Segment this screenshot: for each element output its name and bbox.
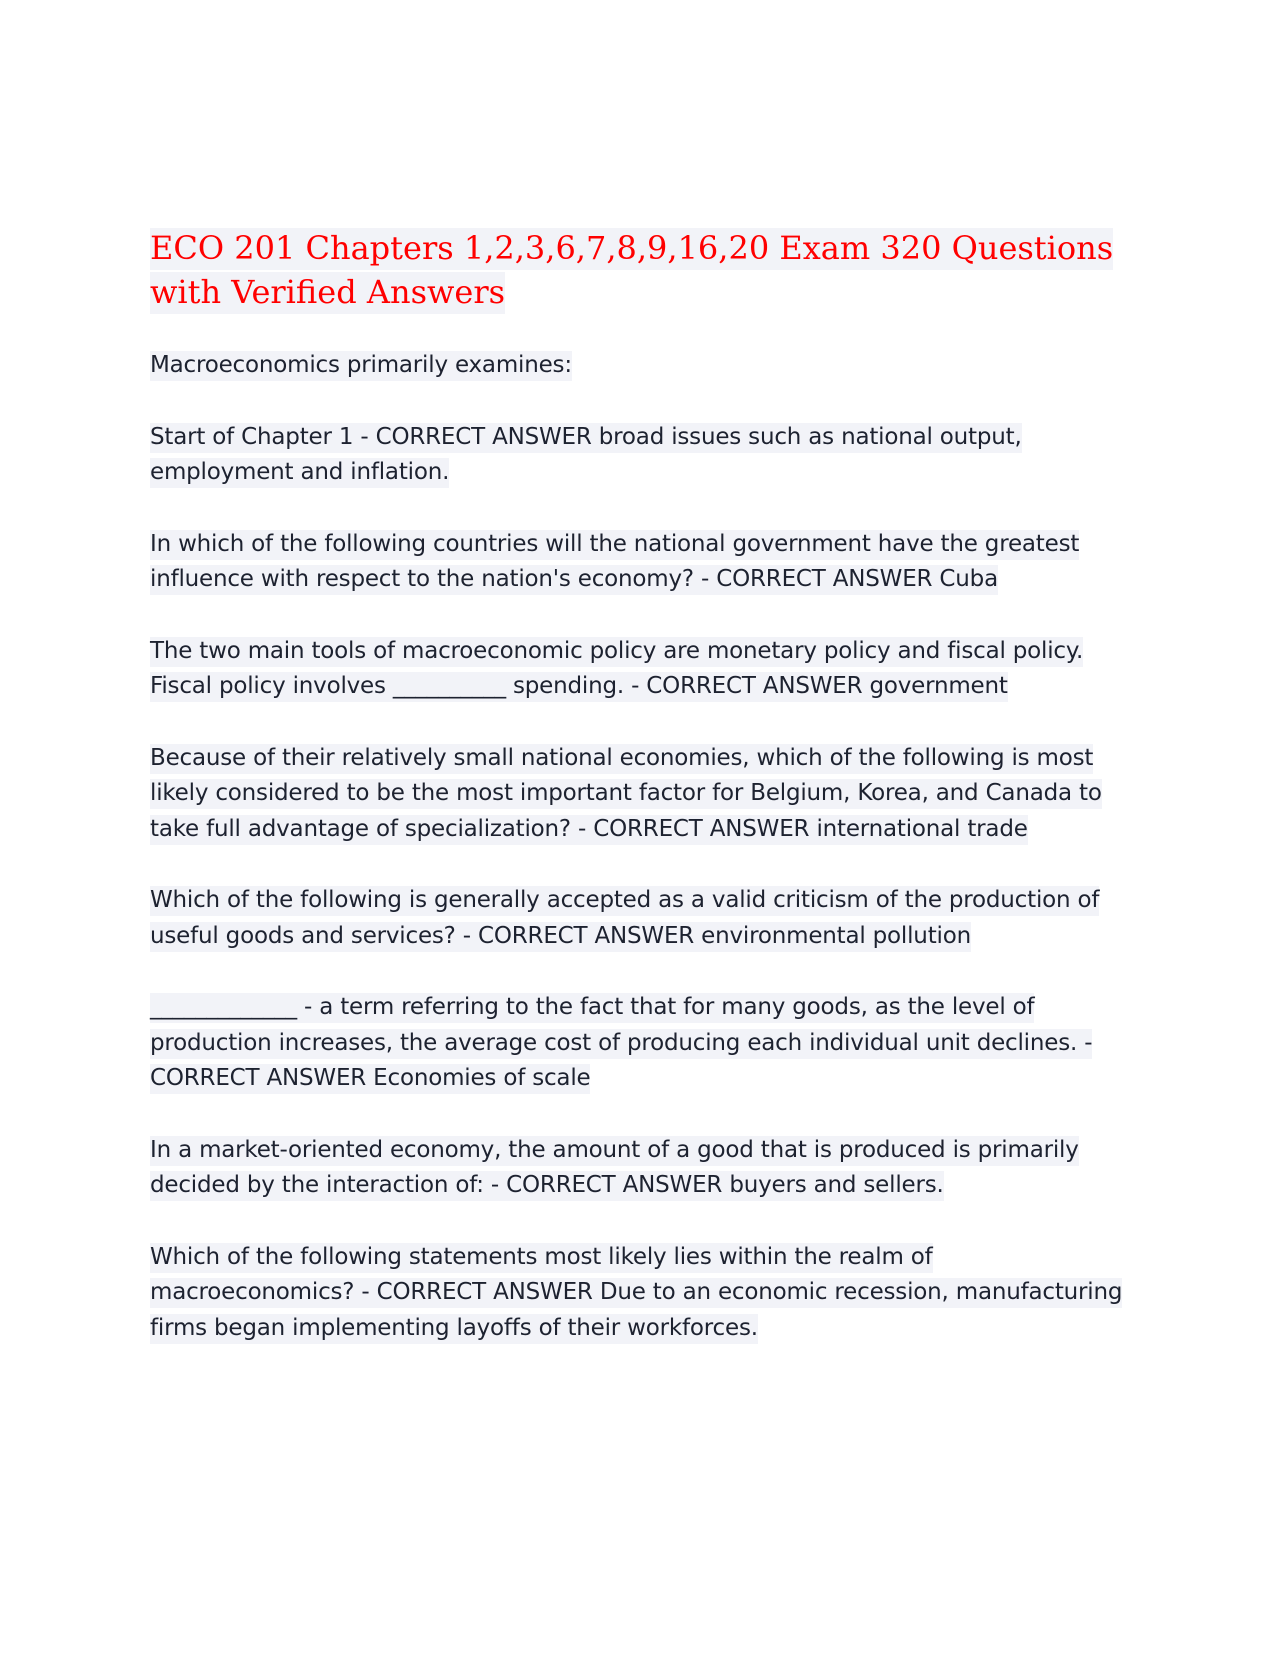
paragraph-qa-2 xyxy=(150,527,1135,598)
paragraph-qa-8 xyxy=(150,1240,1135,1347)
document-content xyxy=(150,226,1135,1346)
document-title-text: ECO 201 Chapters 1,2,3,6,7,8,9,16,20 Exam 320 Questions with Verified Answers xyxy=(150,228,1113,314)
paragraph-qa-4 xyxy=(150,741,1135,848)
paragraph-text: Start of Chapter 1 - CORRECT ANSWER broad issues such as national output, employment and inflation. xyxy=(150,423,1022,489)
paragraph-answer-1 xyxy=(150,420,1135,491)
paragraph-text: Which of the following is generally accepted as a valid criticism of the production of useful goods and services? - CORRECT ANSWER environmental pollution xyxy=(150,886,1099,952)
paragraph-question-1 xyxy=(150,348,1135,384)
paragraph-qa-6 xyxy=(150,990,1135,1097)
paragraph-text: In which of the following countries will the national government have the greatest influence with respect to the nation's economy? - CORRECT ANSWER Cuba xyxy=(150,530,1079,596)
paragraph-text: In a market-oriented economy, the amount of a good that is produced is primarily decided by the interaction of: - CORRECT ANSWER buyers and sellers. xyxy=(150,1136,1079,1202)
paragraph-qa-3 xyxy=(150,634,1135,705)
document-title xyxy=(150,226,1135,314)
paragraph-text: Macroeconomics primarily examines: xyxy=(150,351,572,381)
paragraph-text: _____________ - a term referring to the fact that for many goods, as the level of production increases, the average cost of producing each individual unit declines. - CORRECT ANSWER Economies of scale xyxy=(150,993,1092,1094)
paragraph-text: Because of their relatively small national economies, which of the following is most likely considered to be the most important factor for Belgium, Korea, and Canada to take full advantage of specialization? - CORRECT ANSWER international trade xyxy=(150,744,1102,845)
paragraph-qa-5 xyxy=(150,883,1135,954)
paragraph-text: The two main tools of macroeconomic policy are monetary policy and fiscal policy. Fiscal policy involves __________ spending. - CORRECT ANSWER government xyxy=(150,637,1083,703)
paragraph-text: Which of the following statements most likely lies within the realm of macroeconomics? - CORRECT ANSWER Due to an economic recession, manufacturing firms began implementing layoffs of their workforces. xyxy=(150,1243,1122,1344)
paragraph-qa-7 xyxy=(150,1133,1135,1204)
